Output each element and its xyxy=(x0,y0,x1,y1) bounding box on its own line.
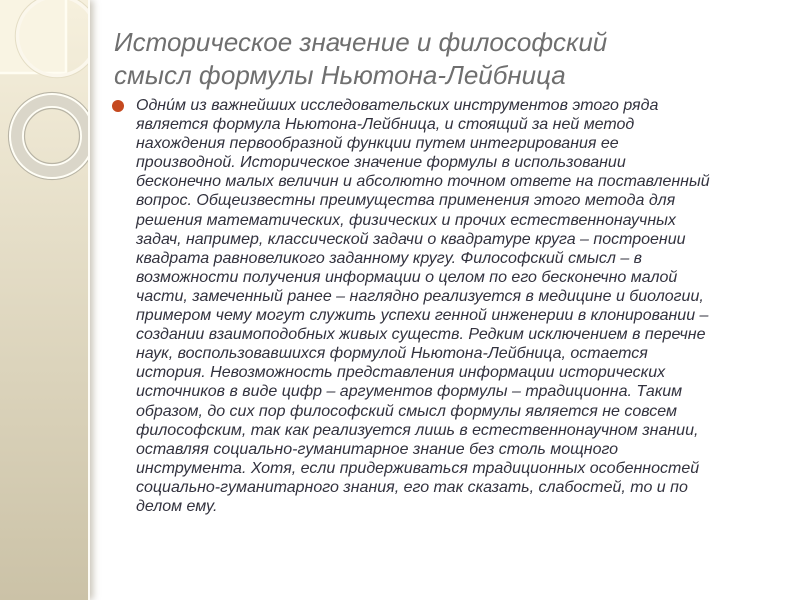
body-text-line: вопрос. Общеизвестны преимущества применения этого метода для xyxy=(136,192,676,210)
body-text-line: создании взаимоподобных живых существ. Редким исключением в перечне xyxy=(136,326,706,344)
body-text-line: Одни́м из важнейших исследовательских инструментов этого ряда xyxy=(136,97,659,114)
bullet-list-item xyxy=(112,96,790,516)
body-text-line: образом, до сих пор философский смысл формулы является не совсем xyxy=(136,402,677,420)
body-text-line: задач, например, классической задачи о квадратуре круга – построении xyxy=(136,230,686,248)
body-text-line: социально-гуманитарного знания, его так сказать, слабостей, то и по xyxy=(136,478,688,496)
body-text-line: история. Невозможность представления информации исторических xyxy=(136,364,666,382)
body-text-line: оставляя социально-гуманитарное знание без столь мощного xyxy=(136,440,619,458)
bullet-text-block xyxy=(136,96,710,516)
body-text-line: бесконечно малых величин и абсолютно точном ответе на поставленный xyxy=(136,173,710,191)
slide-title: Историческое значение и философский смысл формулы Ньютона-Лейбница xyxy=(114,27,608,90)
ring-decoration xyxy=(9,93,89,180)
body-text-line: делом ему. xyxy=(136,497,218,515)
bullet-marker-icon xyxy=(112,100,124,112)
body-text-line: возможности получения информации о целом по его бесконечно малой xyxy=(136,268,678,286)
body-text-line: части, замеченный ранее – наглядно реализуется в медицине и биологии, xyxy=(136,287,704,305)
body-text-line: философским, так как реализуется лишь в естественнонаучном знании, xyxy=(136,421,699,439)
body-text-line: источников в виде цифр – аргументов формулы – традиционна. Таким xyxy=(136,383,683,401)
body-text-line: примером чему могут служить успехи генной инженерии в клонировании – xyxy=(136,307,709,325)
band-decorations xyxy=(0,0,88,600)
square-decoration xyxy=(0,0,66,73)
body-text-line: инструмента. Хотя, если придерживаться традиционных особенностей xyxy=(136,459,700,477)
body-text-line: производной. Историческое значение формулы в использовании xyxy=(136,154,626,172)
body-text-line: является формула Ньютона-Лейбница, и стоящий за ней метод xyxy=(136,116,635,134)
body-text-line: решения математических, физических и прочих естественнонаучных xyxy=(136,211,676,229)
body-text-line: нахождения первообразной функции путем интегрирования ее xyxy=(136,135,619,153)
left-accent-band xyxy=(0,0,90,600)
body-text-line: квадрата равновеликого заданному кругу. Философский смысл – в xyxy=(136,249,643,267)
body-text-line: наук, воспользовавшихся формулой Ньютона-Лейбница, остается xyxy=(136,345,648,363)
